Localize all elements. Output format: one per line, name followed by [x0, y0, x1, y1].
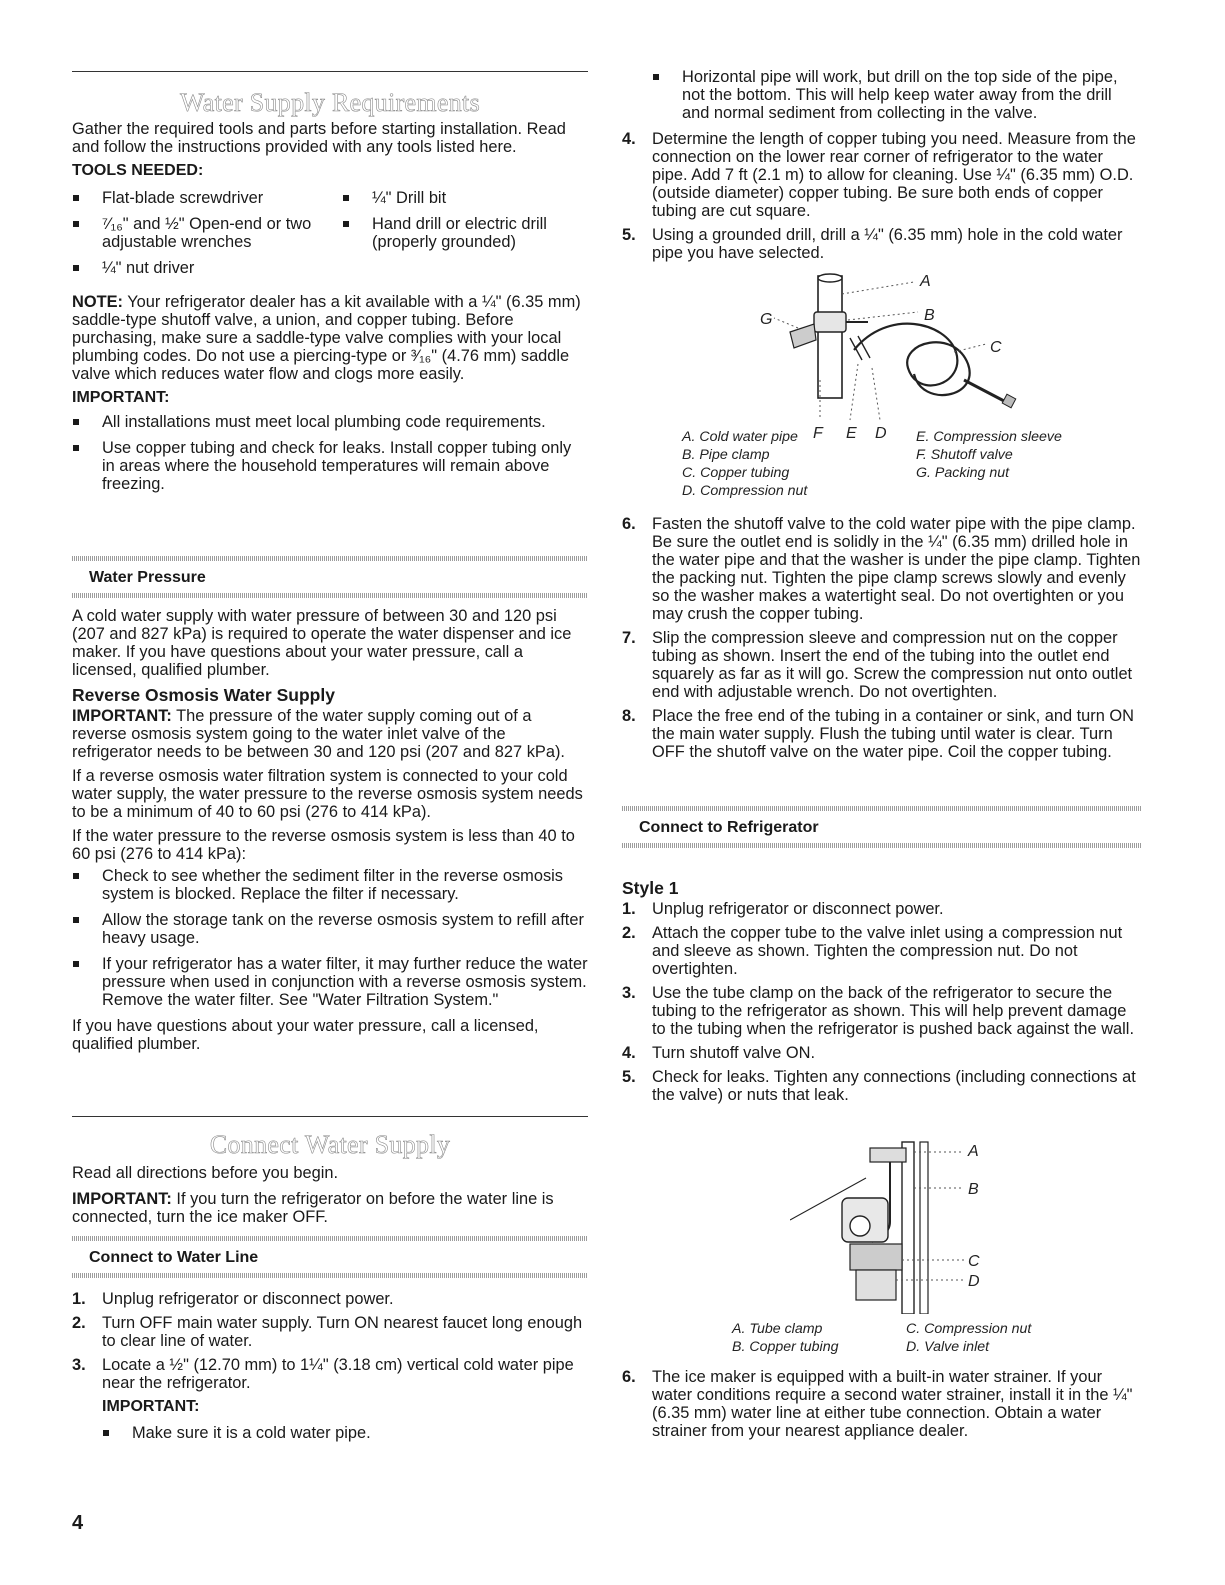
step3-bullet-left — [72, 1424, 588, 1442]
valve-inlet-illustration — [790, 1134, 990, 1314]
step-number: 5. — [622, 226, 636, 244]
tool-item: ¼" nut driver — [72, 259, 342, 277]
step-text: The ice maker is equipped with a built-in water strainer. If your water conditions require a second water strainer, install it in the ¼" (6.35 mm) water line at either tube connection. Obtain a water strainer from your nearest appliance dealer. — [652, 1368, 1133, 1440]
water-line-steps-6-8 — [622, 515, 1142, 767]
figure1-letter-a: A — [920, 273, 931, 290]
ro-paragraph-3: If the water pressure to the reverse osmosis system is less than 40 to 60 psi (276 to 414 kPa): — [72, 827, 575, 863]
figure1-caption: D. Compression nut — [682, 483, 808, 499]
valve-inlet-figure — [790, 1134, 990, 1319]
tool-item: Hand drill or electric drill (properly grounded) — [342, 215, 588, 251]
step-text: Using a grounded drill, drill a ¼" (6.35 mm) hole in the cold water pipe you have selected. — [652, 226, 1123, 262]
refrigerator-step — [622, 900, 1142, 918]
shutoff-valve-figure — [758, 268, 1118, 445]
tools-list — [72, 189, 588, 277]
style1-heading: Style 1 — [622, 878, 679, 898]
figure1-caption: C. Copper tubing — [682, 465, 790, 481]
figure1-letter-d: D — [875, 425, 887, 440]
note-label: NOTE: — [72, 293, 123, 311]
ro-important-label: IMPORTANT: — [72, 707, 172, 725]
water-line-step — [72, 1314, 588, 1350]
figure1-caption: B. Pipe clamp — [682, 447, 770, 463]
connect-water-supply-section — [72, 1130, 588, 1226]
water-pressure-heading: Water Pressure — [89, 569, 206, 586]
refrigerator-step — [622, 984, 1142, 1038]
water-line-step — [622, 226, 1142, 262]
connect-water-supply-rule — [72, 1116, 588, 1117]
tube-clamp — [870, 1148, 906, 1162]
figure2-captions — [732, 1320, 1086, 1356]
figure1-letter-c: C — [990, 339, 1002, 356]
figure1-caption: F. Shutoff valve — [916, 447, 1013, 463]
figure1-captions — [682, 428, 1126, 500]
step3-bullet-cold-pipe: Make sure it is a cold water pipe. — [102, 1424, 588, 1442]
water-pressure-bar — [72, 556, 588, 598]
step-text: Turn OFF main water supply. Turn ON nearest faucet long enough to clear line of water. — [102, 1314, 583, 1350]
ro-important-text: The pressure of the water supply coming out of a reverse osmosis system going to the water inlet valve of the refrigerator needs to be between 30 and 120 psi (207 and 827 kPa). — [72, 707, 565, 761]
figure1-caption: E. Compression sleeve — [916, 429, 1062, 445]
step3-important-heading: IMPORTANT: — [102, 1398, 200, 1415]
water-line-steps-4-5 — [622, 130, 1142, 268]
important-item: Use copper tubing and check for leaks. Install copper tubing only in areas where the household temperatures will remain above freezing. — [72, 439, 588, 493]
refrigerator-step-6 — [622, 1368, 1142, 1440]
step-number: 6. — [622, 1368, 636, 1386]
water-line-step — [622, 629, 1142, 701]
figure2-caption: B. Copper tubing — [732, 1339, 839, 1355]
figure1-caption — [916, 482, 1126, 500]
step-text: Attach the copper tube to the valve inlet using a compression nut and sleeve as shown. Tighten the compression nut. Do not overtighten. — [652, 924, 1123, 978]
step3-bullet-horizontal-pipe: Horizontal pipe will work, but drill on the top side of the pipe, not the bottom. This will help keep water away from the drill and normal sediment from collecting in the valve. — [652, 68, 1142, 122]
connect-refrigerator-section — [622, 806, 1142, 1110]
figure2-caption: D. Valve inlet — [906, 1339, 990, 1355]
ro-bullet-item: Check to see whether the sediment filter in the reverse osmosis system is blocked. Replace the filter if necessary. — [72, 867, 588, 903]
figure1-letter-b: B — [924, 307, 935, 324]
ro-important — [72, 707, 588, 761]
section-title-water-supply: Water Supply Requirements — [179, 88, 480, 117]
connect-water-line-heading: Connect to Water Line — [89, 1249, 259, 1266]
step-number: 2. — [622, 924, 636, 942]
water-line-step — [72, 1290, 588, 1308]
shutoff-valve-illustration — [758, 268, 1118, 440]
step-text: Unplug refrigerator or disconnect power. — [652, 900, 944, 918]
step3-bullet-continued — [652, 68, 1142, 122]
connect-important-label: IMPORTANT: — [72, 1190, 172, 1208]
water-line-step — [622, 515, 1142, 623]
figure1-letter-f: F — [813, 425, 823, 440]
step-number: 7. — [622, 629, 636, 647]
water-line-steps-1-3 — [72, 1290, 588, 1392]
refrigerator-step — [622, 1068, 1142, 1104]
water-pressure-section — [72, 556, 588, 1053]
step-number: 1. — [72, 1290, 86, 1308]
section-title-connect-water: Connect Water Supply — [209, 1130, 451, 1159]
step-number: 8. — [622, 707, 636, 725]
important-item: All installations must meet local plumbing code requirements. — [72, 413, 588, 431]
step-text: Slip the compression sleeve and compression nut on the copper tubing as shown. Insert the end of the tubing into the outlet end squarely as far as it will go. Screw the compression nut onto outlet end with adjustable wrench. Do not overtighten. — [652, 629, 1133, 701]
step-number: 6. — [622, 515, 636, 533]
step-text: Place the free end of the tubing in a container or sink, and turn ON the main water supply. Flush the tubing until water is clear. Turn OFF the shutoff valve on the water pipe. Coil the copper tubing. — [652, 707, 1134, 761]
connect-intro: Read all directions before you begin. — [72, 1164, 339, 1182]
step-text: Locate a ½" (12.70 mm) to 1¼" (3.18 cm) vertical cold water pipe near the refrigerator. — [102, 1356, 574, 1392]
figure1-letter-g: G — [760, 311, 773, 328]
figure1-caption: A. Cold water pipe — [682, 429, 798, 445]
figure2-letter-d: D — [968, 1273, 980, 1290]
figure1-caption: G. Packing nut — [916, 465, 1010, 481]
copper-tubing-coil — [854, 324, 970, 395]
step-text: Use the tube clamp on the back of the refrigerator to secure the tubing to the refrigerator as shown. This will help prevent damage to the tubing when the refrigerator is pushed back against the wall. — [652, 984, 1134, 1038]
ro-paragraph-2: If a reverse osmosis water filtration system is connected to your cold water supply, the water pressure to the reverse osmosis system needs to be a minimum of 40 to 60 psi (276 to 414 kPa). — [72, 767, 583, 821]
water-line-step — [72, 1356, 588, 1392]
step-text: Determine the length of copper tubing you need. Measure from the connection on the lower rear corner of refrigerator to the water pipe. Add 7 ft (2.1 m) to allow for cleaning. Use ¼" (6.35 mm) O.D. (outside diameter) copper tubing. Be sure both ends of copper tubing are cut square. — [652, 130, 1136, 220]
tool-item: ¼" Drill bit — [342, 189, 588, 207]
ro-closing: If you have questions about your water pressure, call a licensed, qualified plumber. — [72, 1017, 539, 1053]
page-number: 4 — [72, 1512, 84, 1534]
figure2-letter-a: A — [968, 1143, 979, 1160]
connect-important-text: If you turn the refrigerator on before the water line is connected, turn the ice maker OFF. — [72, 1190, 554, 1226]
tools-heading: TOOLS NEEDED: — [72, 162, 204, 179]
step-number: 4. — [622, 130, 636, 148]
step-text: Fasten the shutoff valve to the cold water pipe with the pipe clamp. Be sure the outlet end is solidly in the ¼" (6.35 mm) drilled hole in the water pipe and that the washer is under the pipe clamp. Tighten the packing nut. Tighten the pipe clamp screws slowly and evenly so the washer makes a watertight seal. Do not overtighten or you may crush the copper tubing. — [652, 515, 1141, 623]
step-number: 5. — [622, 1068, 636, 1086]
intro-paragraph: Gather the required tools and parts before starting installation. Read and follow the instructions provided with any tools listed here. — [72, 120, 566, 156]
water-line-step — [622, 130, 1142, 220]
pipe-clamp — [814, 312, 846, 332]
step-number: 1. — [622, 900, 636, 918]
figure2-caption: C. Compression nut — [906, 1321, 1032, 1337]
packing-nut — [790, 324, 816, 348]
valve-inlet — [856, 1270, 896, 1300]
compression-nut — [850, 1244, 902, 1270]
note-paragraph — [72, 293, 588, 383]
step-number: 4. — [622, 1044, 636, 1062]
tool-item: ⁷⁄₁₆" and ½" Open-end or two adjustable wrenches — [72, 215, 342, 251]
connect-water-line-bar — [72, 1236, 588, 1278]
ro-bullet-item: Allow the storage tank on the reverse osmosis system to refill after heavy usage. — [72, 911, 588, 947]
water-line-step — [622, 707, 1142, 761]
cold-water-pipe — [818, 276, 842, 398]
step-text: Unplug refrigerator or disconnect power. — [102, 1290, 394, 1308]
refrigerator-step — [622, 1044, 1142, 1062]
ro-bullet-item: If your refrigerator has a water filter, it may further reduce the water pressure when used in conjunction with a reverse osmosis system. Remove the water filter. See "Water Filtration System." — [72, 955, 588, 1009]
note-text: Your refrigerator dealer has a kit available with a ¼" (6.35 mm) saddle-type shutoff valve, a union, and copper tubing. Before purchasing, make sure a saddle-type valve complies with your local plumbing codes. Do not use a piercing-type or ³⁄₁₆" (4.76 mm) saddle valve which reduces water flow and clogs more easily. — [72, 293, 581, 383]
ro-heading: Reverse Osmosis Water Supply — [72, 685, 335, 705]
connect-water-line-section — [72, 1236, 588, 1442]
step-text: Check for leaks. Tighten any connections (including connections at the valve) or nuts that leak. — [652, 1068, 1136, 1104]
connect-important — [72, 1190, 588, 1226]
figure2-caption: A. Tube clamp — [732, 1321, 823, 1337]
connect-refrigerator-heading: Connect to Refrigerator — [639, 819, 819, 836]
water-pressure-text: A cold water supply with water pressure of between 30 and 120 psi (207 and 827 kPa) is required to operate the water dispenser and ice maker. If you have questions about your water pressure, call a licensed, qualified plumber. — [72, 607, 572, 679]
important-heading: IMPORTANT: — [72, 389, 170, 406]
water-supply-requirements-section — [72, 88, 588, 501]
refrigerator-step-6-text — [622, 1368, 1142, 1440]
refrigerator-step — [622, 924, 1142, 978]
refrigerator-steps — [622, 900, 1142, 1104]
step-number: 3. — [72, 1356, 86, 1374]
figure2-letter-c: C — [968, 1253, 980, 1270]
important-list — [72, 413, 588, 493]
ro-bullet-list — [72, 867, 588, 1009]
figure1-letter-e: E — [846, 425, 857, 440]
connect-refrigerator-bar — [622, 806, 1142, 848]
step-text: Turn shutoff valve ON. — [652, 1044, 816, 1062]
step-number: 2. — [72, 1314, 86, 1332]
tool-item: Flat-blade screwdriver — [72, 189, 342, 207]
step-number: 3. — [622, 984, 636, 1002]
figure2-letter-b: B — [968, 1181, 979, 1198]
top-rule-left — [72, 71, 588, 72]
